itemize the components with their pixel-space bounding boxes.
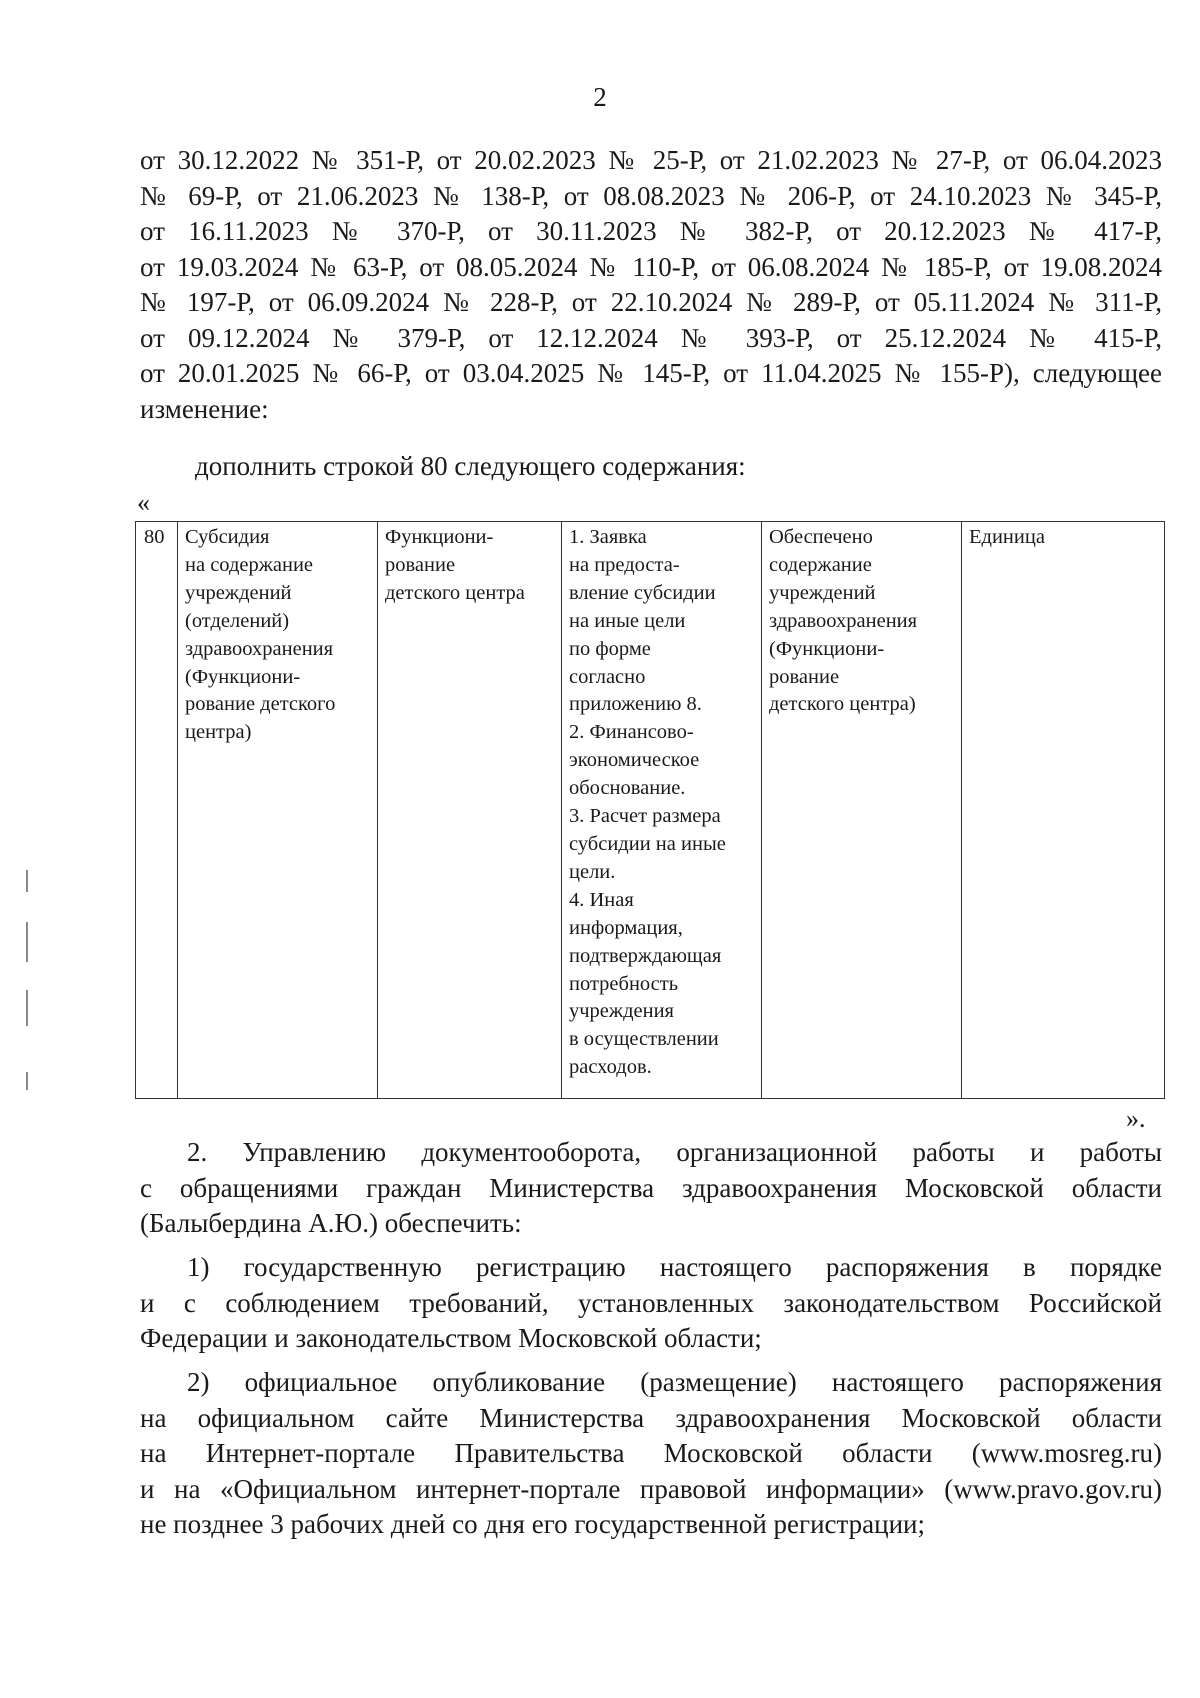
subsidy-name-cell: Субсидия на содержание учреждений (отделений) здравоохранения (Функциони- рование детского центра)	[178, 522, 378, 1099]
scan-margin-mark	[26, 1072, 28, 1090]
text-line: от 16.11.2023 № 370-Р, от 30.11.2023 № 382-Р, от 20.12.2023 № 417-Р,	[140, 216, 1162, 246]
text-line: № 197-Р, от 06.09.2024 № 228-Р, от 22.10.2024 № 289-Р, от 05.11.2024 № 311-Р,	[140, 287, 1162, 317]
page-number: 2	[593, 82, 607, 112]
text-line: с обращениями граждан Министерства здравоохранения Московской области	[140, 1172, 1162, 1203]
item-2-1-paragraph	[140, 1250, 1162, 1357]
table-row	[136, 522, 1165, 1099]
text-line: от 30.12.2022 № 351-Р, от 20.02.2023 № 25-Р, от 21.02.2023 № 27-Р, от 06.04.2023	[140, 145, 1162, 175]
text-line: на официальном сайте Министерства здравоохранения Московской области	[140, 1402, 1162, 1433]
text-line: на Интернет-портале Правительства Московской области (www.mosreg.ru)	[140, 1438, 1162, 1468]
text-line: 2) официальное опубликование (размещение) настоящего распоряжения	[187, 1367, 1162, 1397]
text-line: и на «Официальном интернет-портале правовой информации» (www.pravo.gov.ru)	[140, 1473, 1162, 1504]
text-line: 2. Управлению документооборота, организационной работы и работы	[187, 1137, 1162, 1167]
result-cell: Обеспечено содержание учреждений здравоохранения (Функциони- рование детского центра)	[762, 522, 962, 1099]
row-number-cell: 80	[136, 522, 178, 1099]
text-line: изменение:	[140, 393, 269, 424]
text-line: Федерации и законодательством Московской области;	[140, 1323, 762, 1353]
unit-cell: Единица	[962, 522, 1165, 1099]
text-line: от 20.01.2025 № 66-Р, от 03.04.2025 № 145-Р, от 11.04.2025 № 155-Р), следующее	[140, 358, 1162, 388]
amendment-intro-paragraph	[140, 143, 1162, 427]
item-2-2-paragraph	[140, 1365, 1162, 1543]
item-2-paragraph	[140, 1135, 1162, 1242]
scan-margin-mark	[26, 870, 28, 892]
text-line: и с соблюдением требований, установленных законодательством Российской	[140, 1287, 1162, 1318]
text-line: 1) государственную регистрацию настоящего распоряжения в порядке	[187, 1252, 1162, 1282]
text-line: от 09.12.2024 № 379-Р, от 12.12.2024 № 393-Р, от 25.12.2024 № 415-Р,	[140, 322, 1162, 353]
scan-margin-mark	[26, 922, 28, 962]
opening-quote: «	[137, 488, 150, 517]
purpose-cell: Функциони- рование детского центра	[378, 522, 562, 1099]
scan-margin-mark	[26, 990, 28, 1026]
amendment-table	[135, 521, 1165, 1099]
text-line: № 69-Р, от 21.06.2023 № 138-Р, от 08.08.2023 № 206-Р, от 24.10.2023 № 345-Р,	[140, 180, 1162, 211]
closing-quote: ».	[1126, 1104, 1146, 1133]
add-row-instruction: дополнить строкой 80 следующего содержания:	[195, 451, 746, 481]
documents-cell: 1. Заявка на предоста- вление субсидии на иные цели по форме согласно приложению 8. 2. Финансово- экономическое обоснование. 3. Расчет размера субсидии на иные цели. 4. Иная информация, подтверждающая потребность учреждения в осуществлении расходов.	[562, 522, 762, 1099]
text-line: не позднее 3 рабочих дней со дня его государственной регистрации;	[140, 1509, 925, 1539]
text-line: (Балыбердина А.Ю.) обеспечить:	[140, 1208, 522, 1238]
text-line: от 19.03.2024 № 63-Р, от 08.05.2024 № 110-Р, от 06.08.2024 № 185-Р, от 19.08.2024	[140, 251, 1162, 282]
